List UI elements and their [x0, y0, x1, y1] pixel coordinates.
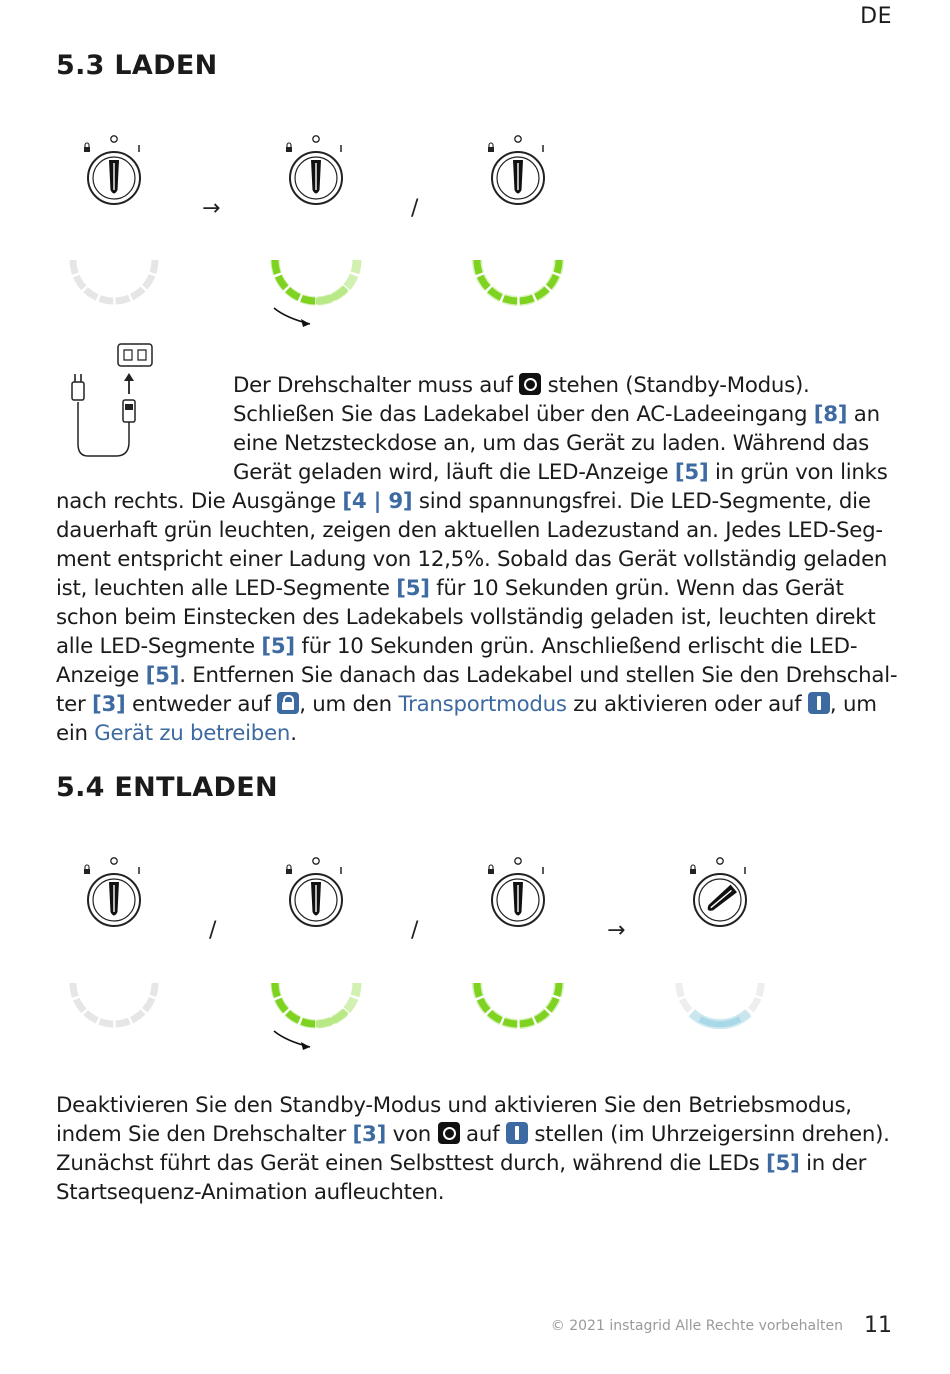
led-ring-full [468, 975, 568, 1043]
entladen-text [56, 1091, 890, 1207]
cross-reference-link[interactable]: Transportmodus [398, 692, 567, 717]
led-ring-full [468, 252, 568, 320]
language-label: DE [860, 4, 892, 29]
led-ring-charging [266, 252, 366, 344]
text-line: ist, leuchten alle LED-Segmente [5] für 10 Sekunden grün. Wenn das Gerät [56, 576, 844, 601]
text-line: ment entspricht einer Ladung von 12,5%. Sobald das Gerät vollständig geladen [56, 547, 888, 572]
separator-slash: / [411, 918, 419, 943]
standby-position-icon [519, 373, 541, 395]
rotary-switch-icon [482, 852, 554, 932]
text-line: Anzeige [5]. Entfernen Sie danach das Ladekabel und stellen Sie den Drehschal- [56, 663, 898, 688]
rotary-switch-icon [280, 852, 352, 932]
copyright-footer: © 2021 instagrid Alle Rechte vorbehalten [550, 1318, 843, 1334]
on-position-icon [506, 1122, 528, 1144]
step-arrow: → [202, 196, 221, 221]
led-ring-off [64, 252, 164, 320]
standby-position-icon [438, 1122, 460, 1144]
text-line: Startsequenz-Animation aufleuchten. [56, 1180, 445, 1205]
laden-text-body [56, 487, 897, 748]
text-line: Deaktivieren Sie den Standby-Modus und aktivieren Sie den Betriebsmodus, [56, 1093, 852, 1118]
reference-number: [8] [813, 402, 848, 427]
text-line: nach rechts. Die Ausgänge [4 | 9] sind spannungsfrei. Die LED-Segmente, die [56, 489, 871, 514]
reference-number: [5] [261, 634, 295, 659]
reference-number: [5] [766, 1151, 800, 1176]
text-line: Gerät geladen wird, läuft die LED-Anzeige [5] in grün von links [233, 460, 888, 485]
charge-cable-icon [66, 342, 158, 462]
on-position-icon [808, 692, 830, 714]
text-line: ein Gerät zu betreiben. [56, 721, 297, 746]
text-line: schon beim Einstecken des Ladekabels vollständig geladen ist, leuchten direkt [56, 605, 876, 630]
section-heading-laden: 5.3 LADEN [56, 50, 218, 81]
cross-reference-link[interactable]: Gerät zu betreiben [94, 721, 291, 746]
page-number: 11 [864, 1313, 892, 1338]
text-line: eine Netzsteckdose an, um das Gerät zu laden. Während das [233, 431, 870, 456]
text-line: Zunächst führt das Gerät einen Selbsttest durch, während die LEDs [5] in der [56, 1151, 867, 1176]
lock-position-icon [277, 692, 299, 714]
reference-number: [5] [396, 576, 430, 601]
text-line: indem Sie den Drehschalter [3] von auf stellen (im Uhrzeigersinn drehen). [56, 1122, 890, 1147]
reference-number: [3] [91, 692, 126, 717]
text-line: ter [3] entweder auf , um den Transportmodus zu aktivieren oder auf , um [56, 692, 877, 717]
text-line: Der Drehschalter muss auf stehen (Standby-Modus). [233, 373, 810, 398]
rotary-switch-icon [78, 852, 150, 932]
step-arrow: → [607, 918, 626, 943]
text-line: Schließen Sie das Ladekabel über den AC-Ladeeingang [8] an [233, 402, 880, 427]
reference-number: [5] [145, 663, 180, 688]
text-line: alle LED-Segmente [5] für 10 Sekunden grün. Anschließend erlischt die LED- [56, 634, 858, 659]
reference-number: [4 | 9] [342, 489, 413, 514]
led-ring-off [64, 975, 164, 1043]
section-heading-entladen: 5.4 ENTLADEN [56, 772, 278, 803]
rotary-switch-icon [78, 130, 150, 210]
reference-number: [5] [674, 460, 709, 485]
laden-text-top [233, 371, 888, 487]
text-line: dauerhaft grün leuchten, zeigen den aktuellen Ladezustand an. Jedes LED-Seg- [56, 518, 883, 543]
separator-slash: / [411, 196, 419, 221]
rotary-switch-icon [280, 130, 352, 210]
led-ring-startup [670, 975, 770, 1047]
rotary-switch-icon [684, 852, 756, 932]
reference-number: [3] [352, 1122, 387, 1147]
separator-slash: / [209, 918, 217, 943]
rotary-switch-icon [482, 130, 554, 210]
led-ring-charging [266, 975, 366, 1067]
